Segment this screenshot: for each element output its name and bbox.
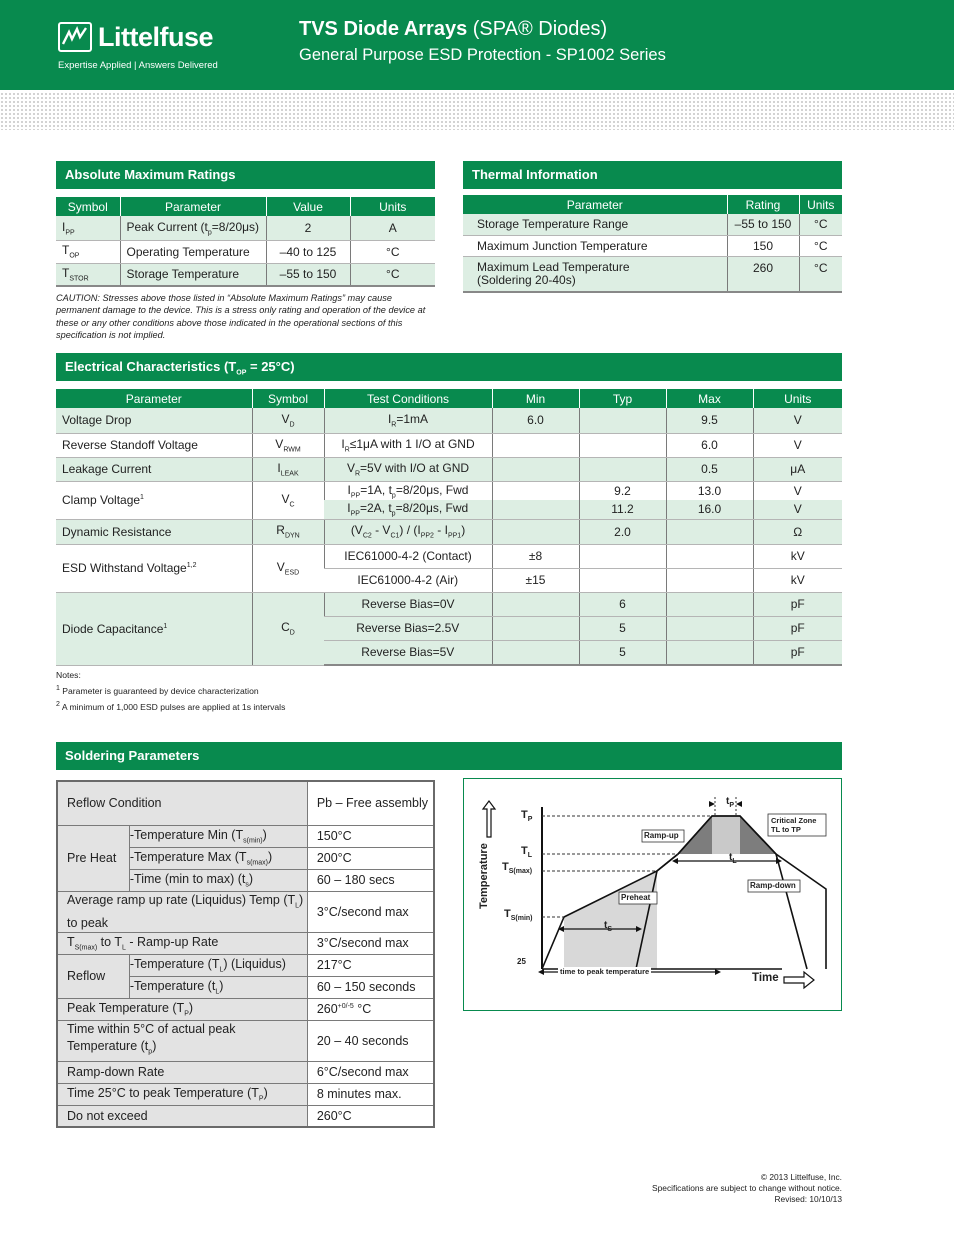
table-row — [56, 408, 842, 433]
value-cell: 8 minutes max. — [307, 1083, 434, 1105]
min-cell — [492, 481, 579, 500]
symbol-cell: $T_{OP}$ — [56, 240, 120, 263]
parameter-cell: Leakage Current — [56, 457, 252, 481]
condition-cell: Reverse Bias=2.5V — [324, 616, 492, 640]
max-cell — [666, 616, 753, 640]
document-title — [299, 18, 607, 41]
typ-cell — [579, 568, 666, 592]
tp-time-label: $t_P$ — [726, 796, 735, 809]
parameter-cell: Average ramp up rate (Liquidus) Temp $(T_L)$ to peak — [57, 891, 307, 932]
condition-cell: $I_R\le 1\mu A$ with 1 I/O at GND — [324, 433, 492, 457]
value-cell: –40 to 125 — [266, 240, 350, 263]
units-cell: V — [753, 408, 842, 433]
table-row — [56, 592, 842, 616]
col-parameter: Parameter — [463, 195, 727, 214]
units-cell: μA — [753, 457, 842, 481]
value-cell: 60 – 150 seconds — [307, 976, 434, 998]
symbol-cell: $V_C$ — [252, 481, 324, 519]
table-row — [56, 481, 842, 500]
condition-cell: Reverse Bias=0V — [324, 592, 492, 616]
col-parameter: Parameter — [120, 197, 266, 216]
units-cell: A — [350, 216, 435, 240]
col-min: Min — [492, 389, 579, 408]
parameter-cell: ESD Withstand Voltage$^{1,2}$ — [56, 544, 252, 592]
units-cell: °C — [799, 256, 842, 292]
max-cell — [666, 592, 753, 616]
solder-table — [56, 780, 435, 1128]
caution-note: CAUTION: Stresses above those listed in “Absolute Maximum Ratings” may cause permanent damage to the device. This is a stress only rating and operation of the device at these or any other conditions above those indicated in the operational sections of this specification is not implied. — [56, 293, 426, 340]
solder-title: Soldering Parameters — [56, 742, 842, 770]
peak-region — [712, 816, 740, 854]
units-cell: °C — [350, 263, 435, 286]
note-2: $^2$ A minimum of 1,000 ESD pulses are applied at 1s intervals — [56, 700, 286, 712]
table-row — [56, 544, 842, 568]
parameter-cell: Maximum Junction Temperature — [463, 235, 727, 256]
rating-cell: 260 — [727, 256, 799, 292]
ts-time-label: $t_S$ — [604, 920, 613, 933]
min-cell — [492, 592, 579, 616]
logo-name: Littelfuse — [98, 22, 214, 52]
table-row — [463, 214, 842, 235]
value-cell: 6°C/second max — [307, 1061, 434, 1083]
parameter-cell: Maximum Lead Temperature (Soldering 20-40s) — [463, 256, 727, 292]
parameter-cell: Do not exceed — [57, 1105, 307, 1127]
table-row — [57, 825, 434, 847]
table-row — [57, 954, 434, 976]
value-cell: 3°C/second max — [307, 932, 434, 954]
typ-cell — [579, 544, 666, 568]
col-typ: Typ — [579, 389, 666, 408]
table-row — [56, 433, 842, 457]
symbol-cell: $V_{ESD}$ — [252, 544, 324, 592]
table-row — [57, 1105, 434, 1127]
max-cell — [666, 544, 753, 568]
parameter-cell: Diode Capacitance$^1$ — [56, 592, 252, 665]
abs-max-table — [56, 197, 435, 287]
symbol-cell: $C_D$ — [252, 592, 324, 665]
parameter-cell: Time within 5°C of actual peak Temperature $(t_p)$ — [57, 1020, 307, 1061]
max-cell — [666, 519, 753, 544]
symbol-cell: $I_{LEAK}$ — [252, 457, 324, 481]
parameter-cell: Reflow — [57, 954, 129, 998]
min-cell — [492, 616, 579, 640]
col-max: Max — [666, 389, 753, 408]
parameter-cell: -Temperature Min $(T_{s(min)})$ — [129, 825, 307, 847]
parameter-cell: Pre Heat — [57, 825, 129, 891]
units-cell: kV — [753, 544, 842, 568]
min-cell: ±8 — [492, 544, 579, 568]
table-row — [57, 891, 434, 932]
condition-cell: Reverse Bias=5V — [324, 640, 492, 665]
max-cell: 13.0 — [666, 481, 753, 500]
littelfuse-mark-icon — [58, 22, 92, 52]
symbol-cell: $V_D$ — [252, 408, 324, 433]
parameter-cell: Ramp-down Rate — [57, 1061, 307, 1083]
parameter-cell: Voltage Drop — [56, 408, 252, 433]
table-row — [57, 998, 434, 1020]
table-row — [56, 519, 842, 544]
parameter-cell: Reflow Condition — [57, 781, 307, 825]
units-cell: °C — [350, 240, 435, 263]
page-footer — [652, 1172, 842, 1205]
value-cell: 260°C — [307, 1105, 434, 1127]
value-cell: Pb – Free assembly — [307, 781, 434, 825]
max-cell: 6.0 — [666, 433, 753, 457]
col-units: Units — [350, 197, 435, 216]
condition-cell: $I_R=1mA$ — [324, 408, 492, 433]
dotted-band — [0, 92, 954, 130]
critical-zone-label: Critical Zone TL to TP — [771, 816, 817, 834]
min-cell — [492, 457, 579, 481]
min-cell: 6.0 — [492, 408, 579, 433]
copyright: © 2013 Littelfuse, Inc. — [760, 1172, 842, 1182]
min-cell — [492, 640, 579, 665]
col-parameter: Parameter — [56, 389, 252, 408]
title-bold: TVS Diode Arrays — [299, 18, 468, 40]
tsmax-label: $T_{S(max)}$ — [502, 861, 533, 876]
units-cell: pF — [753, 616, 842, 640]
tl-label: $T_L$ — [521, 845, 533, 860]
units-cell: V — [753, 433, 842, 457]
abs-max-title: Absolute Maximum Ratings — [56, 161, 435, 189]
max-cell — [666, 568, 753, 592]
notes — [56, 668, 285, 714]
condition-cell: $I_{PP}=2A$, $t_p=8/20\mu s$, Fwd — [324, 500, 492, 519]
units-cell: V — [753, 481, 842, 500]
typ-cell: 11.2 — [579, 500, 666, 519]
ramp-up-label: Ramp-up — [644, 831, 679, 840]
typ-cell — [579, 433, 666, 457]
ramp-down-label: Ramp-down — [750, 881, 796, 890]
notes-title: Notes: — [56, 670, 81, 680]
parameter-cell: Storage Temperature Range — [463, 214, 727, 235]
parameter-cell: -Temperature $(T_L)$ (Liquidus) — [129, 954, 307, 976]
disclaimer: Specifications are subject to change without notice. — [652, 1183, 842, 1193]
table-row — [57, 1020, 434, 1061]
temperature-axis-label: Temperature — [478, 843, 490, 909]
min-cell — [492, 519, 579, 544]
condition-cell: IEC61000-4-2 (Air) — [324, 568, 492, 592]
min-cell: ±15 — [492, 568, 579, 592]
parameter-cell: Storage Temperature — [120, 263, 266, 286]
tp-label: $T_P$ — [521, 809, 533, 824]
parameter-cell: -Temperature $(t_L)$ — [129, 976, 307, 998]
time-axis-label: Time — [752, 972, 779, 984]
parameter-cell: Reverse Standoff Voltage — [56, 433, 252, 457]
tl-time-label: $t_L$ — [729, 852, 737, 865]
typ-cell: 9.2 — [579, 481, 666, 500]
units-cell: °C — [799, 214, 842, 235]
units-cell: °C — [799, 235, 842, 256]
symbol-cell: $T_{STOR}$ — [56, 263, 120, 286]
parameter-cell: Peak Current $(t_p=8/20\mu s)$ — [120, 216, 266, 240]
parameter-cell: Clamp Voltage$^1$ — [56, 481, 252, 519]
value-cell: 150°C — [307, 825, 434, 847]
table-row — [56, 457, 842, 481]
table-row — [463, 256, 842, 292]
table-row — [463, 235, 842, 256]
typ-cell: 5 — [579, 616, 666, 640]
rating-cell: 150 — [727, 235, 799, 256]
col-units: Units — [753, 389, 842, 408]
col-symbol: Symbol — [56, 197, 120, 216]
tsmin-label: $T_{S(min)}$ — [504, 908, 533, 923]
symbol-cell: $I_{PP}$ — [56, 216, 120, 240]
note-1: $^1$ Parameter is guaranteed by device characterization — [56, 685, 259, 696]
y-25-label: 25 — [517, 957, 526, 966]
parameter-cell: Dynamic Resistance — [56, 519, 252, 544]
table-row — [57, 932, 434, 954]
revision-date: Revised: 10/10/13 — [774, 1194, 842, 1204]
page-header — [0, 0, 954, 90]
preheat-label: Preheat — [621, 893, 651, 902]
typ-cell: 2.0 — [579, 519, 666, 544]
value-cell: $260^{+0/-5}$ °C — [307, 998, 434, 1020]
parameter-cell: -Time (min to max) $(t_s)$ — [129, 869, 307, 891]
col-rating: Rating — [727, 195, 799, 214]
parameter-cell: $T_{S(max)}$ to $T_L$ - Ramp-up Rate — [57, 932, 307, 954]
elec-title: Electrical Characteristics $(T_{OP} = 25^\circ C)$ — [56, 353, 842, 381]
condition-cell: $(V_{C2} - V_{C1}) / (I_{PP2} - I_{PP1})$ — [324, 519, 492, 544]
table-row — [56, 263, 435, 286]
col-symbol: Symbol — [252, 389, 324, 408]
units-cell: pF — [753, 592, 842, 616]
document-subtitle: General Purpose ESD Protection - SP1002 Series — [299, 46, 666, 64]
symbol-cell: $V_{RWM}$ — [252, 433, 324, 457]
typ-cell: 5 — [579, 640, 666, 665]
value-cell: 60 – 180 secs — [307, 869, 434, 891]
parameter-cell: Peak Temperature $(T_P)$ — [57, 998, 307, 1020]
typ-cell — [579, 457, 666, 481]
parameter-cell: -Temperature Max $(T_{s(max)})$ — [129, 847, 307, 869]
thermal-table — [463, 195, 842, 293]
table-row — [56, 216, 435, 240]
max-cell: 9.5 — [666, 408, 753, 433]
typ-cell — [579, 408, 666, 433]
condition-cell: $V_R=5V$ with I/O at GND — [324, 457, 492, 481]
elec-table — [56, 389, 842, 666]
max-cell: 16.0 — [666, 500, 753, 519]
title-rest: (SPA® Diodes) — [472, 18, 608, 40]
col-units: Units — [799, 195, 842, 214]
units-cell: kV — [753, 568, 842, 592]
units-cell: V — [753, 500, 842, 519]
parameter-cell: Operating Temperature — [120, 240, 266, 263]
table-row — [57, 1061, 434, 1083]
min-cell — [492, 500, 579, 519]
value-cell: 217°C — [307, 954, 434, 976]
max-cell — [666, 640, 753, 665]
value-cell: –55 to 150 — [266, 263, 350, 286]
thermal-title: Thermal Information — [463, 161, 842, 189]
symbol-cell: $R_{DYN}$ — [252, 519, 324, 544]
min-cell — [492, 433, 579, 457]
temperature-arrow-icon — [483, 801, 495, 837]
time-arrow-icon — [784, 972, 814, 988]
value-cell: 2 — [266, 216, 350, 240]
condition-cell: IEC61000-4-2 (Contact) — [324, 544, 492, 568]
logo-tagline: Expertise Applied | Answers Delivered — [58, 60, 218, 71]
parameter-cell: Time 25°C to peak Temperature $(T_P)$ — [57, 1083, 307, 1105]
reflow-profile-diagram — [463, 778, 842, 1011]
table-row — [57, 1083, 434, 1105]
rating-cell: –55 to 150 — [727, 214, 799, 235]
typ-cell: 6 — [579, 592, 666, 616]
condition-cell: $I_{PP}=1A$, $t_p=8/20\mu s$, Fwd — [324, 481, 492, 500]
units-cell: Ω — [753, 519, 842, 544]
units-cell: pF — [753, 640, 842, 665]
max-cell: 0.5 — [666, 457, 753, 481]
value-cell: 200°C — [307, 847, 434, 869]
littelfuse-logo — [58, 22, 218, 74]
col-test-conditions: Test Conditions — [324, 389, 492, 408]
value-cell: 3°C/second max — [307, 891, 434, 932]
time-to-peak-label: time to peak temperature — [560, 967, 650, 976]
table-row — [57, 781, 434, 825]
value-cell: 20 – 40 seconds — [307, 1020, 434, 1061]
table-row — [56, 240, 435, 263]
col-value: Value — [266, 197, 350, 216]
